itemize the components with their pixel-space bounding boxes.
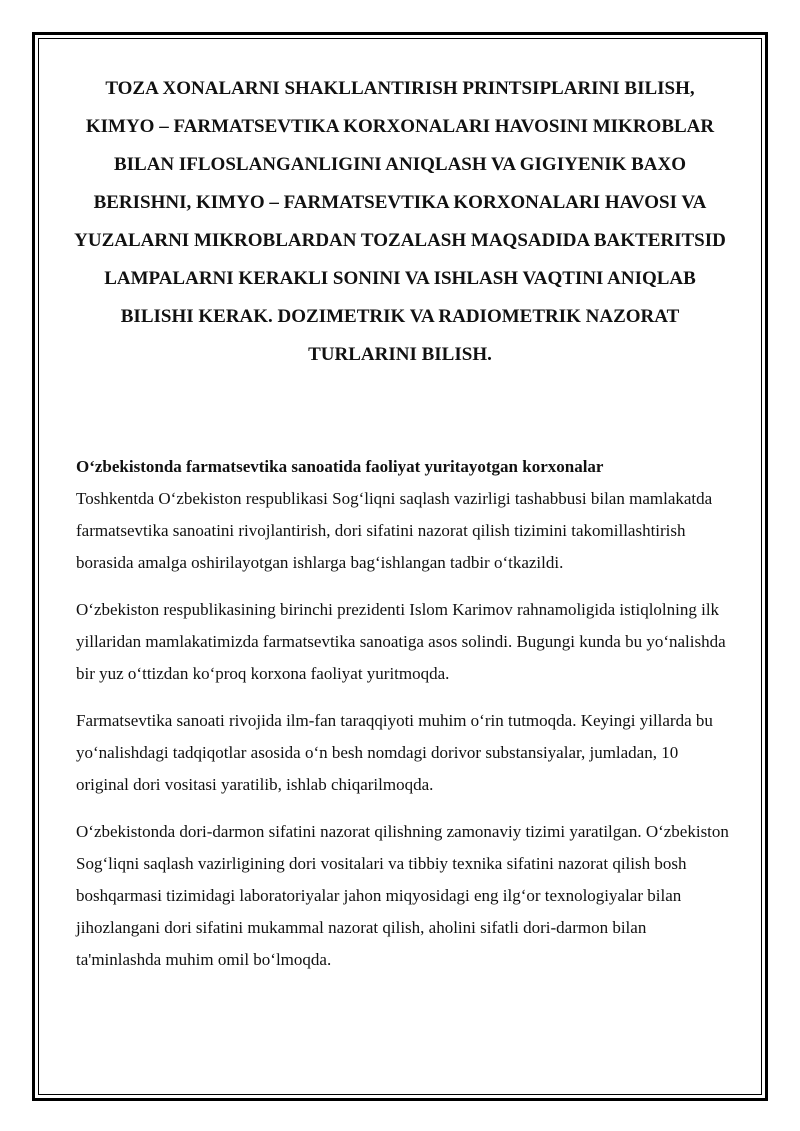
paragraph-1: Toshkentda O‘zbekiston respublikasi Sog‘liqni saqlash vazirligi tashabbusi bilan mamlakatda farmatsevtika sanoatini rivojlantirish, dori sifatini nazorat qilish tizimini takomillashtirish borasida amalga oshirilayotgan ishlarga bag‘ishlangan tadbir o‘tkazildi. xyxy=(76,489,713,572)
paragraph-3: Farmatsevtika sanoati rivojida ilm-fan taraqqiyoti muhim o‘rin tutmoqda. Keyingi yillarda bu yo‘nalishdagi tadqiqotlar asosida o‘n besh nomdagi dorivor substansiyalar, jumladan, 10 original dori vositasi yaratilib, ishlab chiqarilmoqda. xyxy=(76,711,713,794)
paragraph-4: O‘zbekistonda dori-darmon sifatini nazorat qilishning zamonaviy tizimi yaratilgan. O‘zbekiston Sog‘liqni saqlash vazirligining dori vositalari va tibbiy texnika sifatini nazorat qilish bosh boshqarmasi tizimidagi laboratoriyalar jahon miqyosidagi eng ilg‘or texnologiyalar bilan jihozlangani dori sifatini mukammal nazorat qilish, aholini sifatli dori-darmon bilan ta'minlashda muhim omil bo‘lmoqda. xyxy=(76,822,729,969)
document-title: TOZA XONALARNI SHAKLLANTIRISH PRINTSIPLARINI BILISH, KIMYO – FARMATSEVTIKA KORXONALARI HAVOSINI MIKROBLAR BILAN IFLOSLANGANLIGINI ANIQLASH VA GIGIYENIK BAXO BERISHNI, KIMYO – FARMATSEVTIKA KORXONALARI HAVOSI VA YUZALARNI MIKROBLARDAN TOZALASH MAQSADIDA BAKTERITSID LAMPALARNI KERAKLI SONINI VA ISHLASH VAQTINI ANIQLAB BILISHI KERAK. DOZIMETRIK VA RADIOMETRIK NAZORAT TURLARINI BILISH. xyxy=(74,78,726,365)
paragraph-2: O‘zbekiston respublikasining birinchi prezidenti Islom Karimov rahnamoligida istiqlolning ilk yillaridan mamlakatimizda farmatsevtika sanoatiga asos solindi. Bugungi kunda bu yo‘nalishda bir yuz o‘ttizdan ko‘proq korxona faoliyat yuritmoqda. xyxy=(76,600,726,683)
section-heading: O‘zbekistonda farmatsevtika sanoatida faoliyat yuritayotgan korxonalar xyxy=(76,457,604,476)
document-body xyxy=(76,451,730,991)
